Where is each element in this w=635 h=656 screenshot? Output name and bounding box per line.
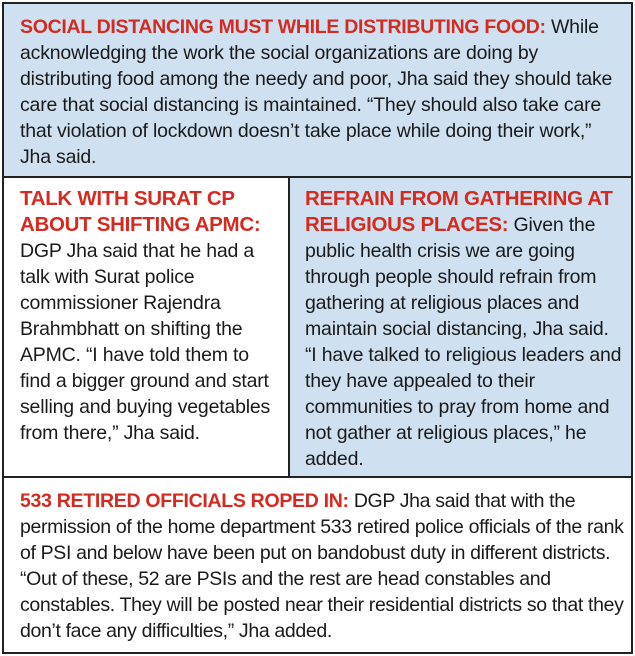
section-heading: SOCIAL DISTANCING MUST WHILE DISTRIBUTING FOOD: — [20, 16, 546, 38]
section-heading: TALK WITH SURAT CP ABOUT SHIFTING APMC: — [20, 187, 261, 236]
section-religious-places — [288, 178, 633, 478]
section-surat-cp-apmc — [2, 178, 288, 478]
section-heading: 533 RETIRED OFFICIALS ROPED IN: — [20, 490, 349, 512]
section-retired-officials — [2, 478, 633, 654]
section-body: DGP Jha said that he had a talk with Surat police commissioner Rajendra Brahmbhatt on shifting the APMC. “I have told them to find a bigger ground and start selling and buying vegetables from there,” Jha said. — [20, 240, 271, 444]
section-social-distancing-food — [2, 2, 633, 178]
section-heading: REFRAIN FROM GATHERING AT RELIGIOUS PLACES: — [305, 187, 613, 236]
section-body: DGP Jha said that with the permission of the home department 533 retired police officials of the rank of PSI and below have been put on bandobust duty in different districts. “Out of these, 52 are PSIs and the rest are head constables and constables. They will be posted near their residential districts so that they don’t face any difficulties,” Jha added. — [20, 490, 624, 642]
section-body: Given the public health crisis we are going through people should refrain from gathering at religious places and maintain social distancing, Jha said. “I have talked to religious leaders and they have appealed to their communities to pray from home and not gather at religious places,” he added. — [305, 214, 622, 470]
section-body: While acknowledging the work the social organizations are doing by distributing food among the needy and poor, Jha said they should take care that social distancing is maintained. “They should also take care that violation of lockdown doesn’t take place while doing their work,” Jha said. — [20, 16, 613, 168]
